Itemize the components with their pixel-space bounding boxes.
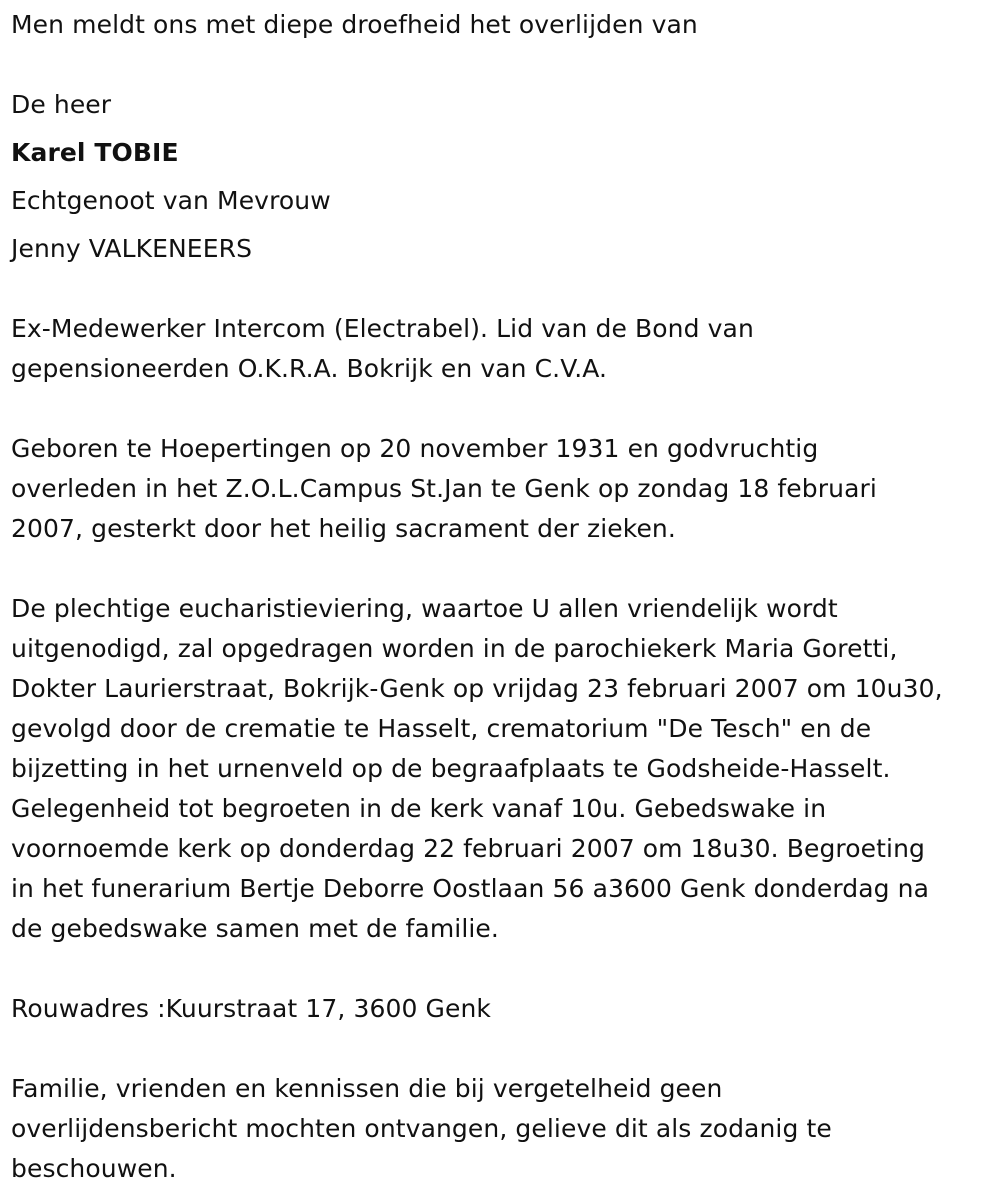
funeral-address: Rouwadres :Kuurstraat 17, 3600 Genk [11,994,491,1023]
birth-death-line: Geboren te Hoepertingen op 20 november 1931 en godvruchtig [11,434,819,463]
ceremony-line: Dokter Laurierstraat, Bokrijk-Genk op vrijdag 23 februari 2007 om 10u30, [11,674,943,703]
spouse-name: Jenny VALKENEERS [11,234,253,263]
ceremony-line: gevolgd door de crematie te Hasselt, crematorium "De Tesch" en de [11,714,872,743]
closing-line: beschouwen. [11,1154,177,1183]
closing-line: overlijdensbericht mochten ontvangen, gelieve dit als zodanig te [11,1114,832,1143]
deceased-name: Karel TOBIE [11,138,179,167]
ceremony-line: voornoemde kerk op donderdag 22 februari 2007 om 18u30. Begroeting [11,834,925,863]
ceremony-line: Gelegenheid tot begroeten in de kerk vanaf 10u. Gebedswake in [11,794,827,823]
birth-death-line: 2007, gesterkt door het heilig sacrament der zieken. [11,514,676,543]
spouse-label: Echtgenoot van Mevrouw [11,186,331,215]
ceremony-line: De plechtige eucharistieviering, waartoe U allen vriendelijk wordt [11,594,838,623]
ceremony-line: de gebedswake samen met de familie. [11,914,499,943]
ceremony-line: uitgenodigd, zal opgedragen worden in de parochiekerk Maria Goretti, [11,634,898,663]
ceremony-line: in het funerarium Bertje Deborre Oostlaan 56 a3600 Genk donderdag na [11,874,930,903]
birth-death-line: overleden in het Z.O.L.Campus St.Jan te Genk op zondag 18 februari [11,474,877,503]
salutation: De heer [11,90,112,119]
occupation-line: gepensioneerden O.K.R.A. Bokrijk en van C.V.A. [11,354,608,383]
occupation-line: Ex-Medewerker Intercom (Electrabel). Lid van de Bond van [11,314,754,343]
ceremony-line: bijzetting in het urnenveld op de begraafplaats te Godsheide-Hasselt. [11,754,891,783]
intro-text: Men meldt ons met diepe droefheid het overlijden van [11,10,698,39]
closing-line: Familie, vrienden en kennissen die bij vergetelheid geen [11,1074,723,1103]
